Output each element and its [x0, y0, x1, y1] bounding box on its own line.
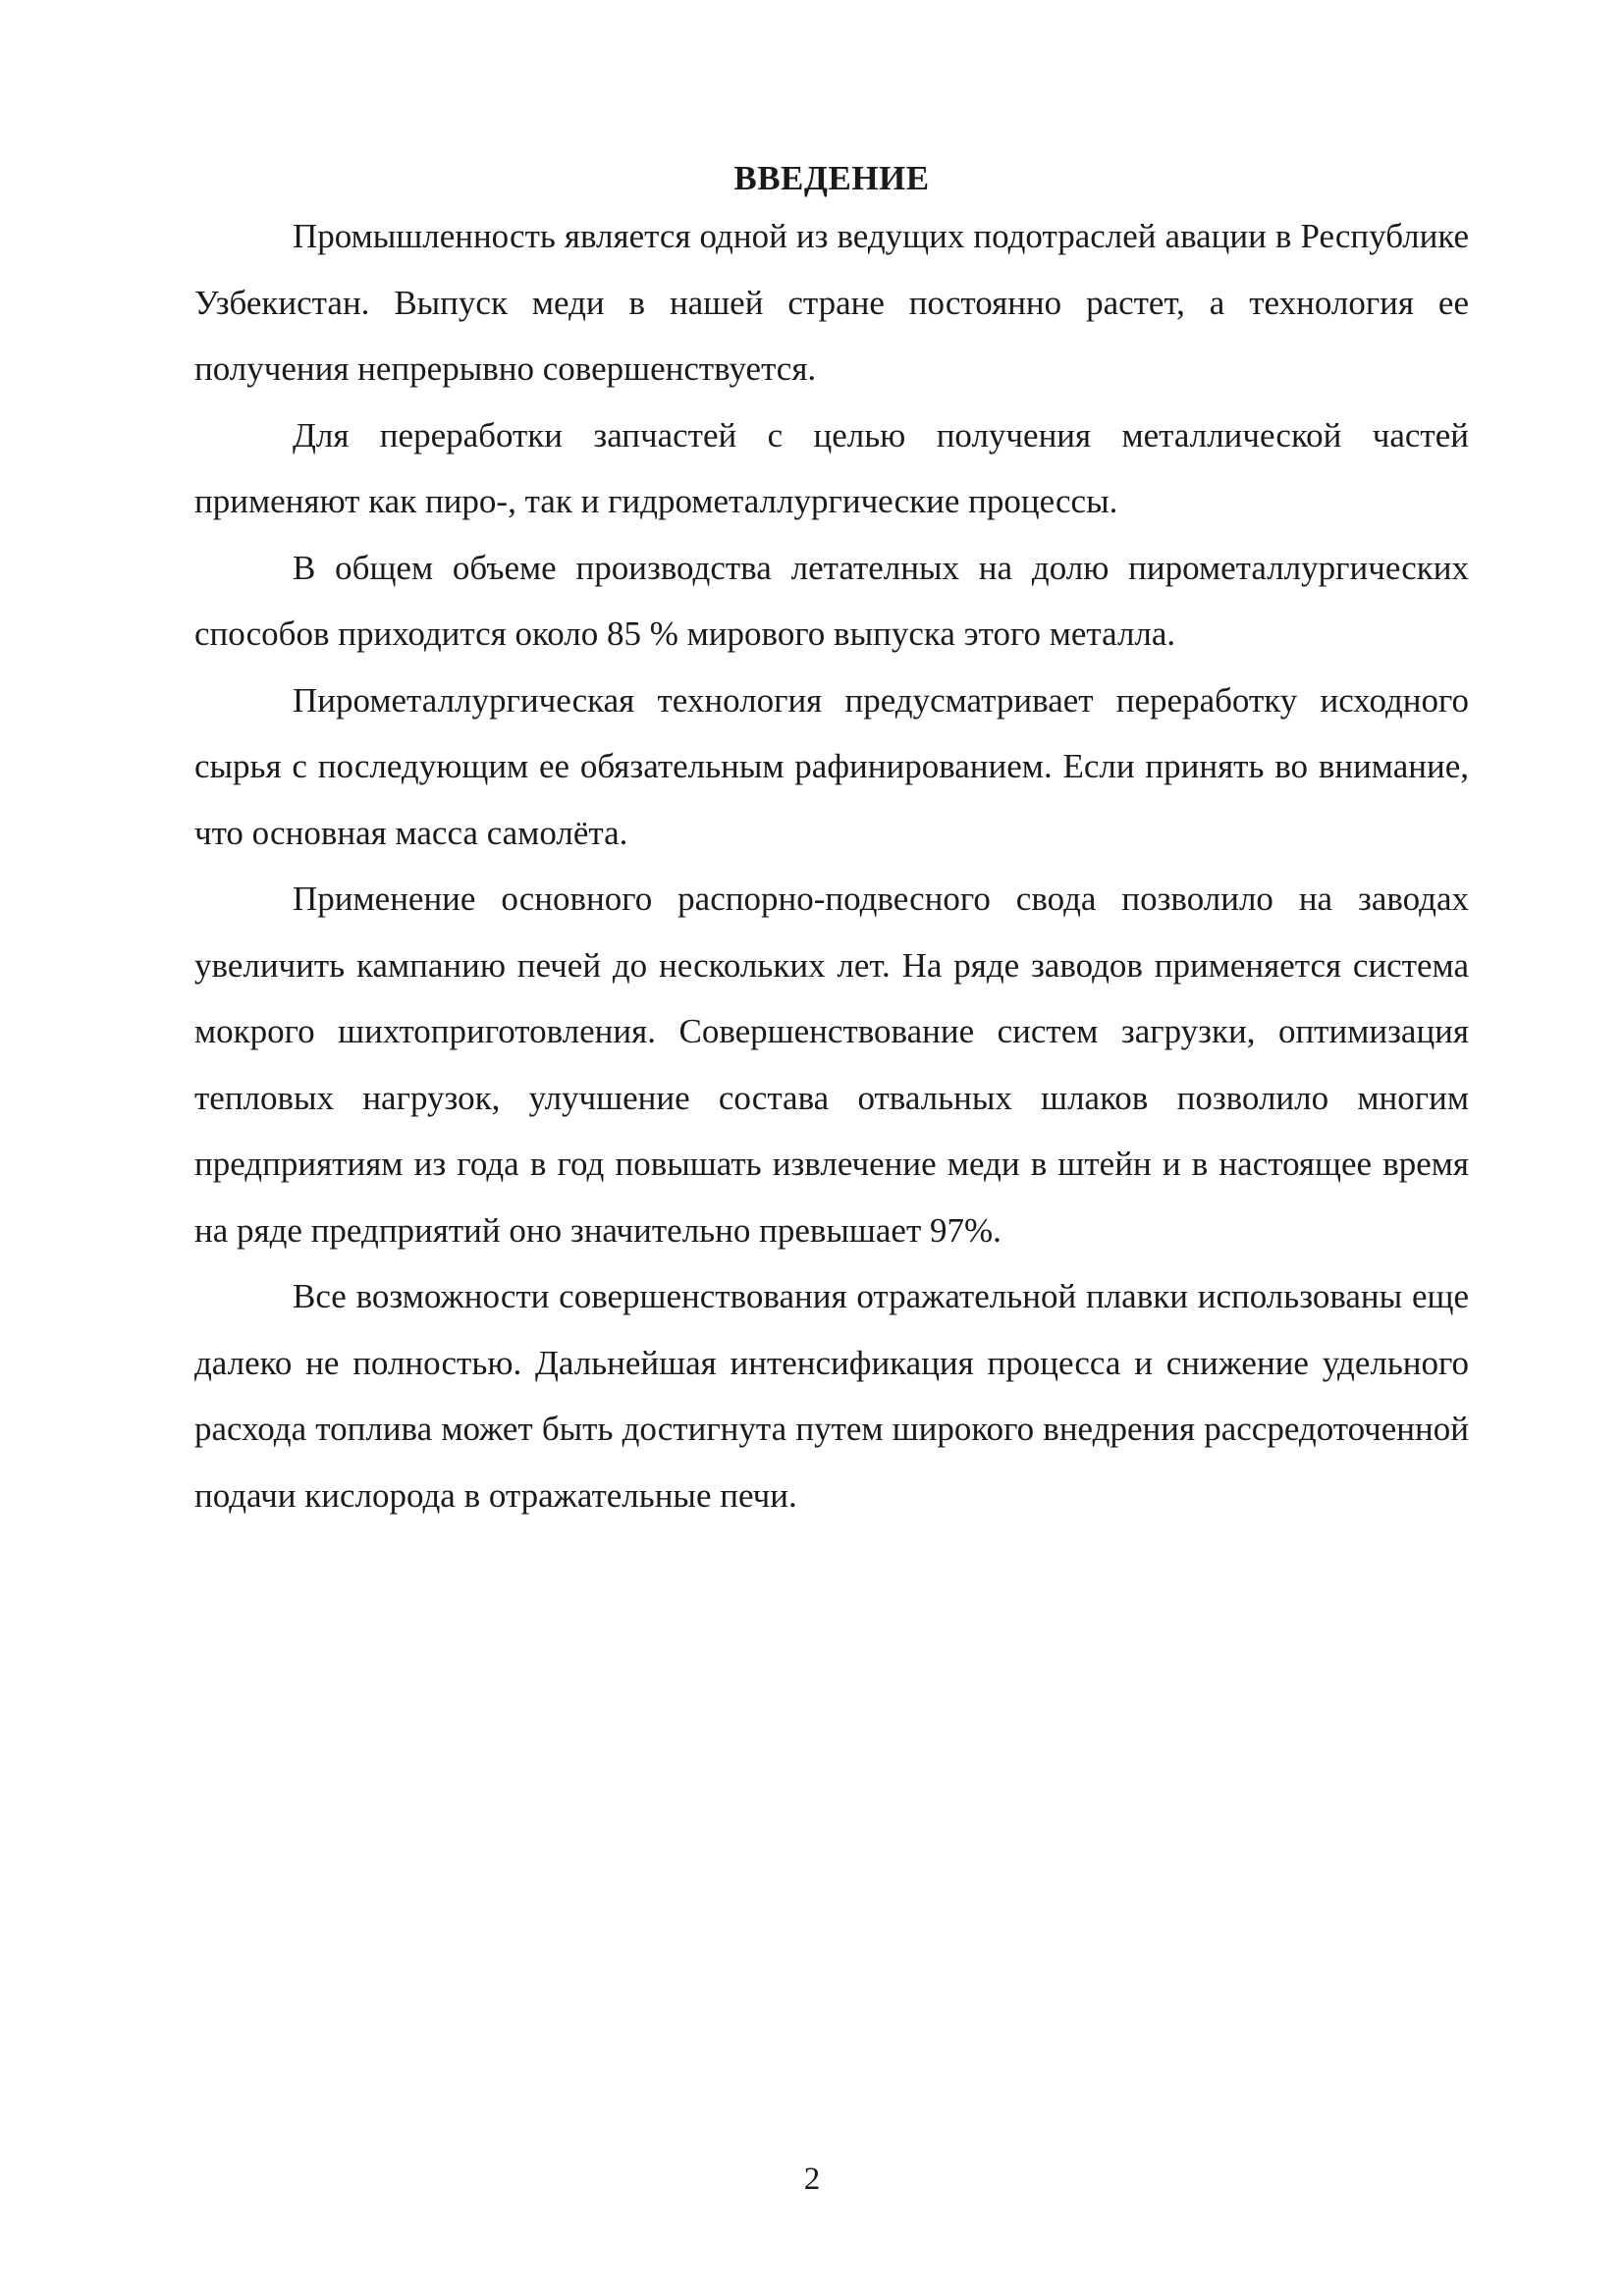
paragraph-3: В общем объеме производства летателных на долю пирометаллургических способов приходится около 85 % мирового выпуска этого металла.: [194, 548, 1469, 653]
page-number: 2: [803, 2162, 821, 2197]
paragraph-6: Все возможности совершенствования отражательной плавки использованы еще далеко не полностью. Дальнейшая интенсификация процесса и снижение удельного расхода топлива может быть достигнута путем широкого внедрения рассредоточенной подачи кислорода в отражательные печи.: [194, 1277, 1469, 1515]
paragraph-2: Для переработки запчастей с целью получения металлической частей применяют как пиро-, так и гидрометаллургические процессы.: [194, 415, 1469, 520]
paragraph-1: Промышленность является одной из ведущих подотраслей авации в Республике Узбекистан. Выпуск меди в нашей стране постоянно растет, а технология ее получения непрерывно совершенствуется.: [194, 217, 1469, 388]
paragraph-5: Применение основного распорно-подвесного свода позволило на заводах увеличить кампанию печей до нескольких лет. На ряде заводов применяется система мокрого шихтоприготовления. Совершенствование систем загрузки, оптимизация тепловых нагрузок, улучшение состава отвальных шлаков позволило многим предприятиям из года в год повышать извлечение меди в штейн и в настоящее время на ряде предприятий оно значительно превышает 97%.: [194, 880, 1469, 1250]
paragraph-4: Пирометаллургическая технология предусматривает переработку исходного сырья с последующим ее обязательным рафинированием. Если принять во внимание, что основная масса самолёта.: [194, 680, 1469, 852]
section-title: ВВЕДЕНИЕ: [733, 159, 930, 197]
page-content: [194, 154, 1469, 1528]
